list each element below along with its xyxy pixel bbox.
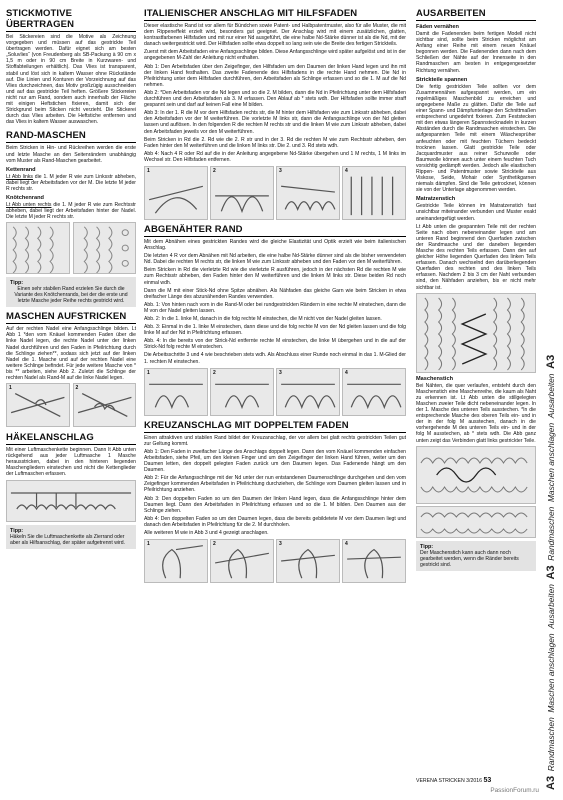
heading-kettenrand: Kettenrand <box>6 166 36 173</box>
figures-rand <box>6 222 136 274</box>
figure-number: 2 <box>75 385 79 392</box>
text-hilfsfaden-step: Abb 3: In der 1. R die M vor dem Hilfsfaden rechts str, die M hinter dem Hilfsfaden wie zum Linksstr abheben, dabei den Arbeitsfaden vor der M weiterführen. Die vorletzte M links str, dann die Anfangsschlinge von der Nd gleiten lassen und auflösen. In den folgenden R die rechten M rechts str und die linken M wie zum Linksstr abheben, dabei den Arbeitsfaden jeweils vor den M weiterführen. <box>144 110 406 135</box>
text-abgenaeht: Die Arbeitsschritte 3 und 4 wie beschrieben stets wdh. Als Abschluss einer Runde noch einmal in das 1. M-Glied der 1. rechten M einstechen. <box>144 352 406 365</box>
sidebar-code: A3 <box>545 775 557 790</box>
text-kreuzanschlag: Abb 4: Den doppelten Faden so um den Daumen legen, dass die bereits gebildetete M vor dem Daumen liegt und danach den Arbeitsfaden in Pfeilrichtung für die 2. M durchholen. <box>144 515 406 528</box>
text-kettenrand-body: die 1. M jeder R wie zum Linksstr abheben, dabei liegt der Arbeitsfaden vor der M. Die letzte M jeder R rechts str. <box>6 173 136 192</box>
figure-aufstricken-1 <box>6 383 70 427</box>
figure-number: 1 <box>147 369 150 376</box>
text-hilfsfaden-step: Beim Stricken in Rd die 2. Rd wie die 2. R str und in der 3. Rd die rechten M wie zum Rechtsstr abheben, den Faden hinter den M weiterführen und die linken M links str. Die 2. und 3. Rd stets wdh. <box>144 136 406 149</box>
text-abgenaeht: Mit dem Abnähen eines gestrickten Randes wird die gleiche Elastizität und Optik erzielt wie beim italienischen Anschlag. <box>144 238 406 252</box>
text-kettenrand <box>6 174 136 192</box>
figure-abgenaeht-1 <box>144 368 208 416</box>
heading-aufstricken: MASCHEN AUFSTRICKEN <box>6 311 136 324</box>
figures-hilfsfaden <box>144 166 406 220</box>
sidebar-code: A3 <box>545 354 557 369</box>
text-kreuzanschlag: Alle weiteren M wie in Abb 3 und 4 gezeigt anschlagen. <box>144 529 269 536</box>
ref-abb-unten-rechts: Lt Abb unten rechts <box>6 201 52 208</box>
column-middle <box>144 8 406 586</box>
text-matratzenstich: Lt Abb unten die gespannten Teile mit der rechten Seite nach oben nebeneinander legen und am unteren Rand beginnend den Querfaden zwischen der Randmasche und der daneben liegenden Masche des rechten Teils erfassen. Dann den auf gleicher Höhe liegenden Querfaden des linken Teils erfassen. Danach wechselnd den darüberliegenden Querfaden des rechten und des linken Teils erfassen. Nachdem 2 bis 3 cm der Naht verbunden sind, den Nähfaden anziehen, bis er nicht mehr sichtbar ist. <box>416 223 536 291</box>
heading-faeden-vernaehen: Fäden vernähen <box>416 24 459 30</box>
heading-rand-maschen: RAND-MASCHEN <box>6 130 136 143</box>
tip-label: Tipp: <box>420 543 434 550</box>
tip-label: Tipp: <box>10 280 24 287</box>
text-strickteile-spannen: Die fertig gestrickten Teile sollten vor dem Zusammennähen aufgespannt werden, um ein regelmäßiges Maschenbild zu erreichen und angegebene Maße zu glätten. Dafür die Teile auf einer Spann- und Dämpfunterlage den Schnittmaßen entsprechend ungedehnt fixieren. Zum Feststecken mit den etwas längeren Spannstecknadeln in kurzen Abständen durch die Randmaschen einstechen. Die aufgespannten Teile mit einem Wäschesprüher anfeuchten oder mit feuchten Tüchern bedeckt trocknen lassen. Glatt gestrickte Teile oder Jacquardmuster aus reiner Schurwolle oder Baumwolle können auch unter einem feuchten Tuch vorsichtig gedämpft werden. Jedoch alle elastischen Rippen- und Patentmuster sowie Strickteile aus Viskose, Seide, Mohair oder Synthetikgarnen niemals dämpfen. Sind die Teile getrocknet, können sie von der Unterlage abgenommen werden. <box>416 83 536 194</box>
page-footer <box>416 777 491 784</box>
figure-number: 3 <box>279 167 282 174</box>
tip-text: Einen sehr stabilen Rand erzielen Sie durch die Variante des Knötchenrands, bei der die erste und letzte Masche jeder Reihe rechts gestrickt wird. <box>14 286 128 305</box>
text-knoetchen-body: die 1. M jeder R wie zum Rechtsstr abheben, dabei liegt der Arbeitsfaden hinter der Nadel. Die letzte M jeder R rechts str. <box>6 201 136 221</box>
text-hilfsfaden-step: Abb 2: *Den Arbeitsfaden vor die Nd legen und so die 2. M bilden, dann die Nd in Pfeilrichtung unter dem Hilfsfaden durchführen und den Arbeitsfaden als 3. M erfassen. Den Ablauf ab * stets wdh. Der Hilfsfaden sollte immer straff gespannt sein und darf auf keinen Fall eine M bilden. <box>144 89 406 109</box>
sidebar-label-randmaschen: Randmaschen <box>546 506 556 561</box>
figure-kettenrand <box>6 222 70 274</box>
sidebar-label-maschen-anschlagen: Maschen anschlagen <box>546 422 556 503</box>
text-hilfsfaden-step: Abb 1: Den Arbeitsfaden über den Zeigefinger, den Hilfsfaden um den Daumen der linken Hand legen und ihn mit der linken Hand festhalten. Das zweite Fadenende des Hilfsfadens in die rechte Hand nehmen. Die Nd in Pfeilrichtung unter dem Hilfsfaden durchführen, den Arbeitsfaden als Schlinge erfassen und so die 1. M auf die Nd nehmen. <box>144 63 406 88</box>
figure-kreuz-2 <box>210 539 274 583</box>
text-knoetchenrand <box>6 202 136 220</box>
figure-hilfsfaden-3 <box>276 166 340 220</box>
text-kreuzanschlag: Abb 1: Den Faden in zweifacher Länge des Anschlags doppelt legen. Dann den vom Knäuel kommenden einfachen Arbeitsfaden, siehe Pfeil, um den kleinen Finger und um den Zeigefinger der linken Hand führen, weiter um den Daumen letten, den doppelt gelegten Faden zurück um den Daumen legen. Das Fadenende hängt um den Daumen. <box>144 448 406 474</box>
heading-maschenstich: Maschenstich <box>416 375 453 382</box>
text-kreuzanschlag: Abb 2: Für die Anfangsschlinge mit der Nd unter der nun entstandenen Daumenschlinge durchgehen und den vom Zeigefinger kommenden Arbeitsfaden in Pfeilrichtung durchziehen, die Schlinge vom Daumen gleiten lassen und in Pfeilrichtung anziehen. <box>144 475 406 494</box>
figure-abgenaeht-3 <box>276 368 340 416</box>
text-hilfsfaden-step: Abb 4: Nach 4 R oder Rd auf die in der Anleitung angegebene Nd-Stärke übergehen und 1 M rechts, 1 M links im Wechsel str. Den Hilfsfaden entfernen. <box>144 150 406 163</box>
figure-knoetchenrand <box>73 222 137 274</box>
heading-haekelanschlag: HÄKELANSCHLAG <box>6 432 136 445</box>
figure-number: 4 <box>345 369 348 376</box>
text-kreuzanschlag: Einen attraktiven und stabilen Rand bildet der Kreuzanschlag, der vor allem bei glatt rechts gestrickten Teilen gut zur Geltung kommt. <box>144 434 406 447</box>
sidebar-label-ausarbeiten: Ausarbeiten <box>546 584 556 629</box>
figure-number: 2 <box>213 167 216 174</box>
text-rand-maschen: Beim Stricken in Hin- und Rückreihen werden die erste und letzte Masche an den Seitenrändern unabhängig vom Muster als Rand-Maschen gearbeitet. <box>6 145 136 164</box>
figure-number: 1 <box>147 167 150 174</box>
sidebar-section-tab <box>541 0 563 800</box>
watermark: PassionForum.ru <box>490 787 539 794</box>
figure-number: 1 <box>147 541 150 548</box>
text-aufstricken: Auf der rechten Nadel eine Anfangsschlinge bilden. Lt Abb 1 *den vom Knäuel kommenden Faden über die linke Nadel legen, die rechte Nadel unter der linken Nadel durchführen und den Faden in Pfeilrichtung durch die Schlinge ziehen**, sodass sich jetzt auf der linken Nadel die 1. Masche und auf der rechten Nadel eine weitere Schlinge befindet. Für jede weitere Masche von * bis ** arbeiten, siehe Abb 2. Zuletzt die Schlinge der rechten Nadel als Rand-M auf die linke Nadel legen. <box>6 326 136 381</box>
footer-brand: VERENA STRICKEN 3/2016 <box>416 778 483 784</box>
sidebar-label-ausarbeiten: Ausarbeiten <box>546 373 556 419</box>
column-left <box>6 8 136 552</box>
figures-abgenaeht <box>144 368 406 416</box>
figure-maschenstich-1 <box>416 446 536 504</box>
text-kreuzanschlag: Abb 3: Den doppelten Faden so um den Daumen der linken Hand legen, dass die Anfangsschlinge hinter dem Daumen liegt. Dann den Arbeitsfaden in Pfeilrichtung erfassen und so die 1. M bilden. Den Daumen aus der Schlinge ziehen. <box>144 495 406 514</box>
heading-italienischer-anschlag: ITALIENISCHER ANSCHLAG MIT HILFSFADEN <box>144 8 406 21</box>
text-abgenaeht: Beim Stricken in Rd die vierletzte Rd wie die vierletzte R ausführen, jedoch in der nächsten Rd die rechten M wie zum Rechtsstr abheben, den Faden hinter den M weiterführen und die linken M links str. Diese beiden Rd noch einmal wdh. <box>144 267 406 286</box>
ref-abb-links: Lt Abb links <box>6 173 33 180</box>
column-right <box>416 8 536 574</box>
figure-aufstricken-2 <box>73 383 137 427</box>
figure-kreuz-4 <box>342 539 406 583</box>
figure-abgenaeht-2 <box>210 368 274 416</box>
figures-kreuzanschlag <box>144 539 406 583</box>
figure-hilfsfaden-1 <box>144 166 208 220</box>
figure-abgenaeht-4 <box>342 368 406 416</box>
figure-maschenstich-2 <box>416 506 536 538</box>
figure-hilfsfaden-2 <box>210 166 274 220</box>
sidebar-text <box>545 10 561 790</box>
sidebar-label-maschen-anschlagen: Maschen anschlagen <box>546 633 556 713</box>
figure-kreuz-3 <box>276 539 340 583</box>
page-number: 53 <box>483 777 492 784</box>
sidebar-label-randmaschen: Randmaschen <box>546 717 556 772</box>
sidebar-code: A3 <box>545 565 557 580</box>
text-matratzenstich: Gestrickte Teile können im Matratzenstich fast unsichtbar miteinander verbunden und Muster exakt aneinandergefügt werden. <box>416 203 536 222</box>
text-abgenaeht: Abb. 4: In die bereits von der Strick-Nd entfernte rechte M einstechen, die linke M übergehen und in die auf der Strick-Nd folg rechte M einstechen. <box>144 338 406 351</box>
figure-kreuz-1 <box>144 539 208 583</box>
text-hilfsfaden-step: Zuerst mit dem Arbeitsfaden eine Anfangsschlinge bilden. Diese Anfangsschlinge wird später aufgelöst und ist in der angegebenen M-Zahl der Anleitung nicht enthalten. <box>144 49 406 62</box>
text-maschenstich: Bei Nähten, die quer verlaufen, entsteht durch den Maschenstich eine Maschenreihe, die kaum als Naht zu erkennen ist. Lt Abb unten die stillgelegten Maschen zweier Teile dicht nebeneinander legen. In der 1. Masche des unteren Teils ausstechen. *In die entsprechende Masche des oberen Teils ein- und in der in der folg M ausstechen, danach in die vorhergehende M des unteren Teils ein- und in der folg M ausstechen, ab * stets wdh. Die Abb ganz unten zeigt das Verbinden glatt links gestrickter Teile. <box>416 382 536 444</box>
figure-number: 3 <box>279 369 282 376</box>
text-stickmotive: Bei Stickereien sind die Motive als Zeichnung vorgegeben und müssen auf das gestrickte Teil übertragen werden. Dafür eignet sich am besten „Soluvlies“ (von Freudenberg als SB-Packung à 90 cm x 1,5 m oder in 90 cm Breite in Kurzwaren- und Stoffabteilungen erhältlich). Das Vlies ist transparent, stabil und löst sich in kaltem Wasser ohne Rückstände auf. Die Linien und Konturen der Vorzeichnung auf das Vlies durchzeichnen, das Motiv großzügig ausschneiden und auf das gestrickte Teil heften. Größere Stickereien nicht nur am Rand, sondern auch innerhalb der Fläche mit einigen Heftstichen fixieren, damit sich der Strickgrund beim Sticken nicht verzieht. Die Stickerei durch das Vlies arbeiten. Die Heftstiche entfernen und das Vlies in kaltem Wasser auswaschen. <box>6 34 136 126</box>
tip-text: Der Maschenstich kann auch dann noch gearbeitet werden, wenn die Ränder bereits gestrickt sind. <box>420 549 519 568</box>
text-abgenaeht: Abb. 2: In die 1. linke M, danach in die folg rechte M einstechen, die M nicht von der Nadel gleiten lassen. <box>144 316 382 322</box>
text-abgenaeht: Die letzten 4 R vor dem Abnähen mit Nd arbeiten, die eine halbe Nd-Stärke dünner sind als die bisher verwendeten Nd. Dabei die rechten M rechts str, die linken M wie zum Linksstr abheben und den Faden vor den M weiterführen. <box>144 253 406 266</box>
figure-number: 4 <box>345 541 348 548</box>
figure-number: 4 <box>345 167 348 174</box>
heading-stickmotive: STICKMOTIVE ÜBERTRAGEN <box>6 8 136 32</box>
figure-number: 2 <box>213 369 216 376</box>
figure-haekelanschlag <box>6 480 136 522</box>
figure-number: 2 <box>213 541 216 548</box>
heading-strickteile-spannen: Strickteile spannen <box>416 76 468 83</box>
text-abgenaeht: Abb. 3: Einmal in die 1. linke M einstechen, dann diese und die folg rechte M von der Nd gleiten lassen und die folg linke M auf der Nd in Pfeilrichtung erfassen. <box>144 324 406 337</box>
figure-number: 3 <box>279 541 282 548</box>
heading-kreuzanschlag: KREUZANSCHLAG MIT DOPPELTEM FADEN <box>144 420 406 433</box>
heading-abgenaehter-rand: ABGENÄHTER RAND <box>144 224 406 237</box>
text-hilfsfaden-intro: Dieser elastische Rand ist vor allem für Bündchen sowie Patent- und Halbpatentmuster, also für alle Muster, die mit dem Rippeneffekt erzielt wird, besonders gut geeignet. Der Anschlag wird mit einem zusätzlichen, glatten, kontrastfarbenen Hilfsfaden und mit nur einer Nd ausgeführt, die eine halbe Nd-Stärke dünner ist als die Nd, mit der danach weitergestrickt wird. Der Hilfsfaden sollte etwa doppelt so lang sein wie die Breite des fertigen Strickteils. <box>144 23 406 48</box>
tip-box-maschenstich <box>416 541 536 571</box>
tip-box-haekel <box>6 525 136 549</box>
heading-ausarbeiten: AUSARBEITEN <box>416 8 536 21</box>
tip-box-knoetchen <box>6 277 136 307</box>
figure-number: 1 <box>9 385 12 392</box>
heading-knoetchenrand: Knötchenrand <box>6 194 44 201</box>
tip-label: Tipp: <box>10 527 24 534</box>
text-abgenaeht: Abb. 1: Von hinten nach vorn in die Rand-M oder bei rundgestrickten Rändern in eine rechte M einstechen, dann die M von der Nadel gleiten lassen. <box>144 301 406 314</box>
figure-hilfsfaden-4 <box>342 166 406 220</box>
text-abgenaeht: Dann die M mit einer Stick-Nd ohne Spitze abnähen. Als Nähfaden das gleiche Garn wie beim Stricken in etwa dreifacher Länge des abzunähenden Randes verwenden. <box>144 287 406 300</box>
figure-matratzenstich <box>416 293 536 373</box>
tip-text: Häkeln Sie die Luftmaschenkette als Zierrand oder aber als Hilfsanschlag, der später aufgetrennt wird. <box>10 533 125 546</box>
text-haekelanschlag: Mit einer Luftmaschenkette beginnen. Dann lt Abb unten rückgehend aus jeder Luftmasche 1 Masche herausstricken, dabei in den hinteren liegenden Maschengliedern einstechen und nicht die Kettenglieder der Luftmaschen erfassen. <box>6 447 136 478</box>
figures-aufstricken <box>6 383 136 427</box>
text-faeden-vernaehen: Damit die Fadenenden beim fertigen Modell nicht sichtbar sind, sollte beim Stricken möglichst am Anfang einer Reihe mit einem neuen Knäuel begonnen werden. Die Fadenenden dann nach dem Schließen der Nähte auf der Innenseite in den Randmaschen am besten in entgegengesetzter Richtung vernähen. <box>416 31 536 74</box>
heading-matratzenstich: Matratzenstich <box>416 196 456 203</box>
